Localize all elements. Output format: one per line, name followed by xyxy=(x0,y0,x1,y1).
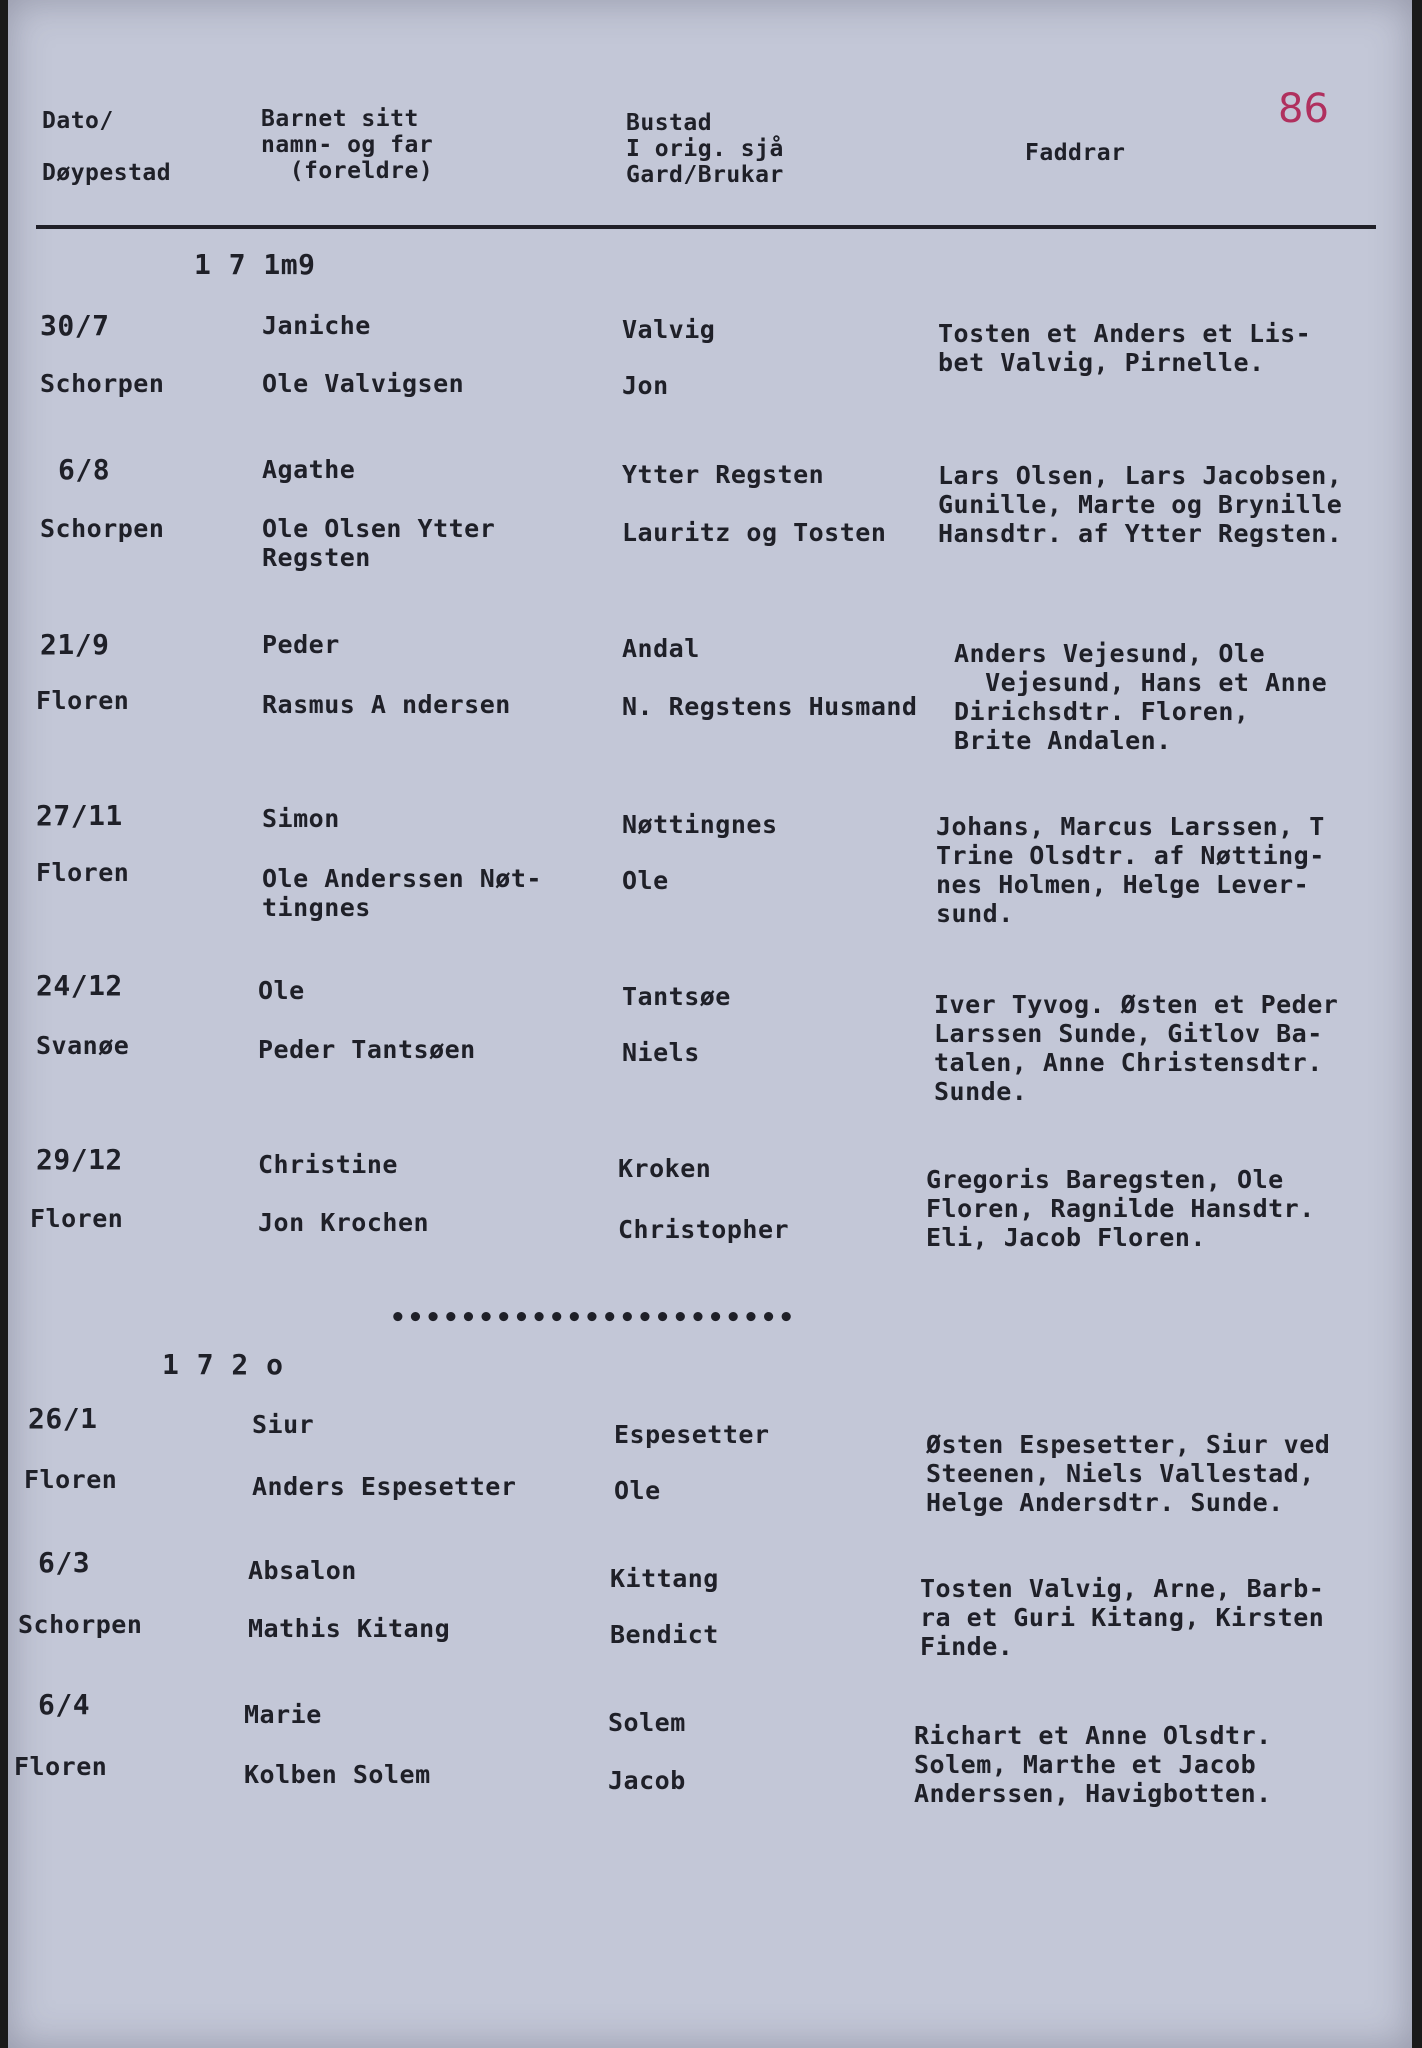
entry-child: Christine xyxy=(258,1150,398,1179)
entry-sponsors: Iver Tyvog. Østen et Peder Larssen Sunde, Gitlov Ba- talen, Anne Christensdtr. Sunde. xyxy=(934,990,1339,1106)
entry-holder: Christopher xyxy=(618,1215,790,1244)
entry-child: Janiche xyxy=(262,311,371,340)
year-heading-1719: 1 7 1m9 xyxy=(194,248,316,281)
entry-holder: Bendict xyxy=(610,1620,719,1649)
entry-father: Ole Olsen Ytter Regsten xyxy=(262,514,496,572)
header-sponsors: Faddrar xyxy=(1025,140,1126,166)
entry-holder: Niels xyxy=(622,1038,700,1067)
entry-date: 29/12 xyxy=(36,1143,123,1176)
entry-sponsors: Anders Vejesund, Ole Vejesund, Hans et Anne Dirichsdtr. Floren, Brite Andalen. xyxy=(954,639,1328,755)
entry-place: Floren xyxy=(36,858,130,887)
entry-child: Ole xyxy=(258,976,305,1005)
entry-father: Mathis Kitang xyxy=(248,1614,451,1643)
entry-date: 6/3 xyxy=(38,1546,91,1579)
entry-date: 26/1 xyxy=(28,1402,98,1435)
page-number: 86 xyxy=(1278,86,1329,132)
entry-holder: N. Regstens Husmand xyxy=(622,692,918,721)
entry-sponsors: Gregoris Baregsten, Ole Floren, Ragnilde Hansdtr. Eli, Jacob Floren. xyxy=(926,1165,1315,1252)
entry-holder: Lauritz og Tosten xyxy=(622,518,887,547)
entry-farm: Valvig xyxy=(622,315,716,344)
entry-farm: Tantsøe xyxy=(622,982,731,1011)
entry-father: Peder Tantsøen xyxy=(258,1035,476,1064)
entry-farm: Nøttingnes xyxy=(622,810,778,839)
entry-father: Ole Anderssen Nøt- tingnes xyxy=(262,864,542,922)
year-heading-1720: 1 7 2 o xyxy=(162,1348,284,1381)
header-child-father: Barnet sitt namn- og far (foreldre) xyxy=(261,106,434,184)
entry-place: Schorpen xyxy=(40,369,165,398)
entry-sponsors: Østen Espesetter, Siur ved Steenen, Niels Vallestad, Helge Andersdtr. Sunde. xyxy=(926,1430,1331,1517)
entry-farm: Kroken xyxy=(618,1154,712,1183)
entry-sponsors: Johans, Marcus Larssen, T Trine Olsdtr. af Nøtting- nes Holmen, Helge Lever- sund. xyxy=(936,812,1325,928)
document-page xyxy=(8,0,1412,2048)
entry-date: 30/7 xyxy=(40,309,110,342)
entry-holder: Jacob xyxy=(608,1766,686,1795)
entry-farm: Andal xyxy=(622,634,700,663)
entry-farm: Ytter Regsten xyxy=(622,460,825,489)
entry-place: Schorpen xyxy=(18,1610,143,1639)
header-residence: Bustad I orig. sjå Gard/Brukar xyxy=(626,110,784,188)
entry-child: Absalon xyxy=(248,1556,357,1585)
header-date-place: Dato/ Døypestad xyxy=(42,108,172,186)
entry-sponsors: Lars Olsen, Lars Jacobsen, Gunille, Marte og Brynille Hansdtr. af Ytter Regsten. xyxy=(938,461,1343,548)
entry-date: 27/11 xyxy=(36,799,123,832)
section-separator: ••••••••••••••••••••••• xyxy=(390,1303,797,1333)
entry-place: Schorpen xyxy=(40,514,165,543)
entry-child: Marie xyxy=(244,1700,322,1729)
entry-sponsors: Richart et Anne Olsdtr. Solem, Marthe et Jacob Anderssen, Havigbotten. xyxy=(914,1721,1272,1808)
entry-child: Simon xyxy=(262,804,340,833)
entry-child: Siur xyxy=(252,1410,315,1439)
entry-date: 21/9 xyxy=(40,628,110,661)
entry-father: Jon Krochen xyxy=(258,1208,430,1237)
entry-holder: Jon xyxy=(622,371,669,400)
entry-place: Floren xyxy=(24,1465,118,1494)
header-rule xyxy=(36,225,1376,229)
entry-father: Rasmus A ndersen xyxy=(262,690,511,719)
entry-sponsors: Tosten et Anders et Lis- bet Valvig, Pirnelle. xyxy=(938,319,1312,377)
entry-sponsors: Tosten Valvig, Arne, Barb- ra et Guri Kitang, Kirsten Finde. xyxy=(920,1574,1325,1661)
entry-holder: Ole xyxy=(614,1476,661,1505)
entry-date: 24/12 xyxy=(36,969,123,1002)
entry-date: 6/8 xyxy=(58,453,111,486)
entry-place: Floren xyxy=(14,1752,108,1781)
entry-farm: Espesetter xyxy=(614,1420,770,1449)
entry-place: Floren xyxy=(36,686,130,715)
entry-father: Kolben Solem xyxy=(244,1760,431,1789)
entry-child: Peder xyxy=(262,630,340,659)
entry-date: 6/4 xyxy=(38,1688,91,1721)
entry-farm: Kittang xyxy=(610,1564,719,1593)
entry-father: Ole Valvigsen xyxy=(262,369,465,398)
entry-holder: Ole xyxy=(622,866,669,895)
entry-father: Anders Espesetter xyxy=(252,1472,517,1501)
entry-place: Svanøe xyxy=(36,1031,130,1060)
entry-farm: Solem xyxy=(608,1708,686,1737)
entry-child: Agathe xyxy=(262,455,356,484)
entry-place: Floren xyxy=(30,1204,124,1233)
